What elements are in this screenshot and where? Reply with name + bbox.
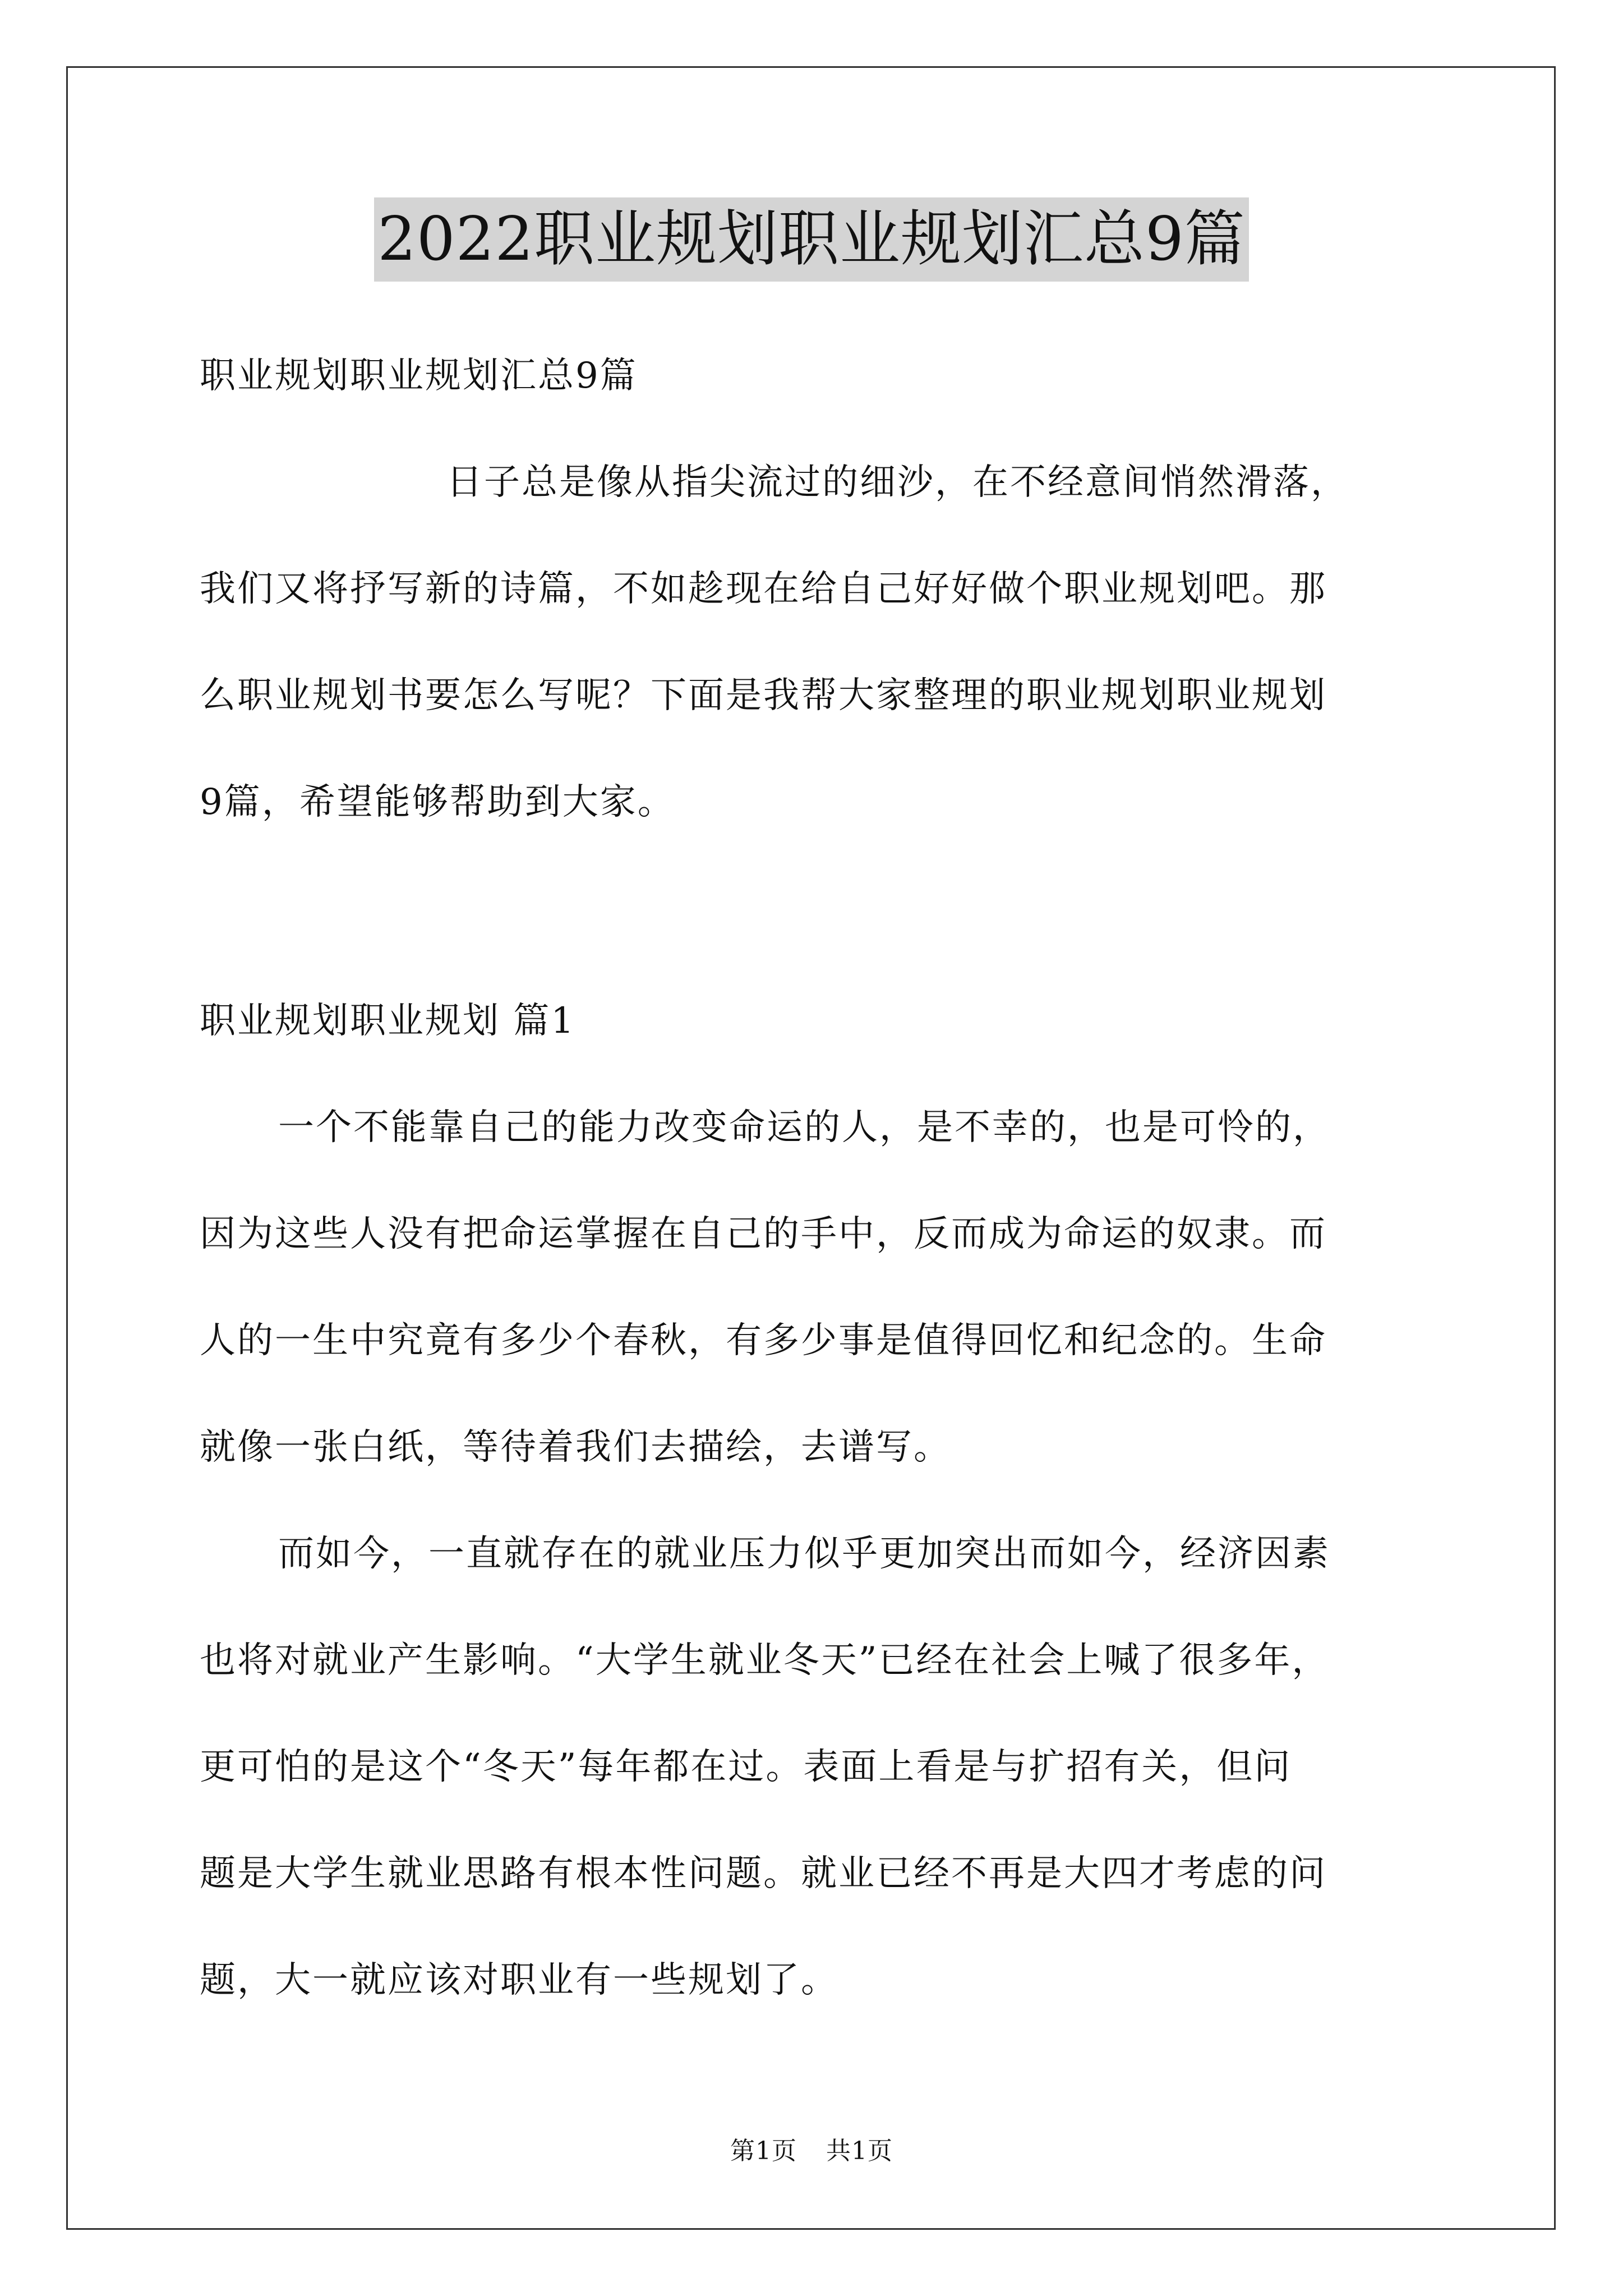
paragraph-line: 因为这些人没有把命运掌握在自己的手中，反而成为命运的奴隶。而 (200, 1213, 1327, 1255)
paragraph-line: 一个不能靠自己的能力改变命运的人，是不幸的，也是可怜的， (278, 1107, 1330, 1148)
paragraph-line: 就像一张白纸，等待着我们去描绘，去谱写。 (200, 1427, 951, 1468)
intro-line: 么职业规划书要怎么写呢？下面是我帮大家整理的职业规划职业规划 (200, 675, 1327, 716)
paragraph-line: 也将对就业产生影响。“大学生就业冬天”已经在社会上喊了很多年， (200, 1640, 1330, 1681)
paragraph-line: 而如今，一直就存在的就业压力似乎更加突出而如今，经济因素 (278, 1533, 1330, 1575)
paragraph-line: 人的一生中究竟有多少个春秋，有多少事是值得回忆和纪念的。生命 (200, 1320, 1327, 1361)
paragraph-line: 题是大学生就业思路有根本性问题。就业已经不再是大四才考虑的问 (200, 1853, 1327, 1894)
intro-line: 我们又将抒写新的诗篇，不如趁现在给自己好好做个职业规划吧。那 (200, 568, 1327, 610)
document-title: 2022职业规划职业规划汇总9篇 (374, 197, 1249, 282)
page-number: 第1页 (730, 2137, 797, 2165)
page-footer (0, 2134, 1623, 2168)
document-subtitle: 职业规划职业规划汇总9篇 (200, 355, 638, 397)
paragraph-line: 题，大一就应该对职业有一些规划了。 (200, 1959, 838, 2001)
paragraph-line: 更可怕的是这个“冬天”每年都在过。表面上看是与扩招有关，但问 (200, 1746, 1292, 1788)
section-heading: 职业规划职业规划 篇1 (200, 1000, 576, 1042)
page-total: 共1页 (826, 2137, 893, 2165)
title-container (0, 197, 1623, 282)
intro-line: 日子总是像从指尖流过的细沙，在不经意间悄然滑落， (446, 462, 1348, 503)
intro-line: 9篇，希望能够帮助到大家。 (200, 781, 675, 823)
